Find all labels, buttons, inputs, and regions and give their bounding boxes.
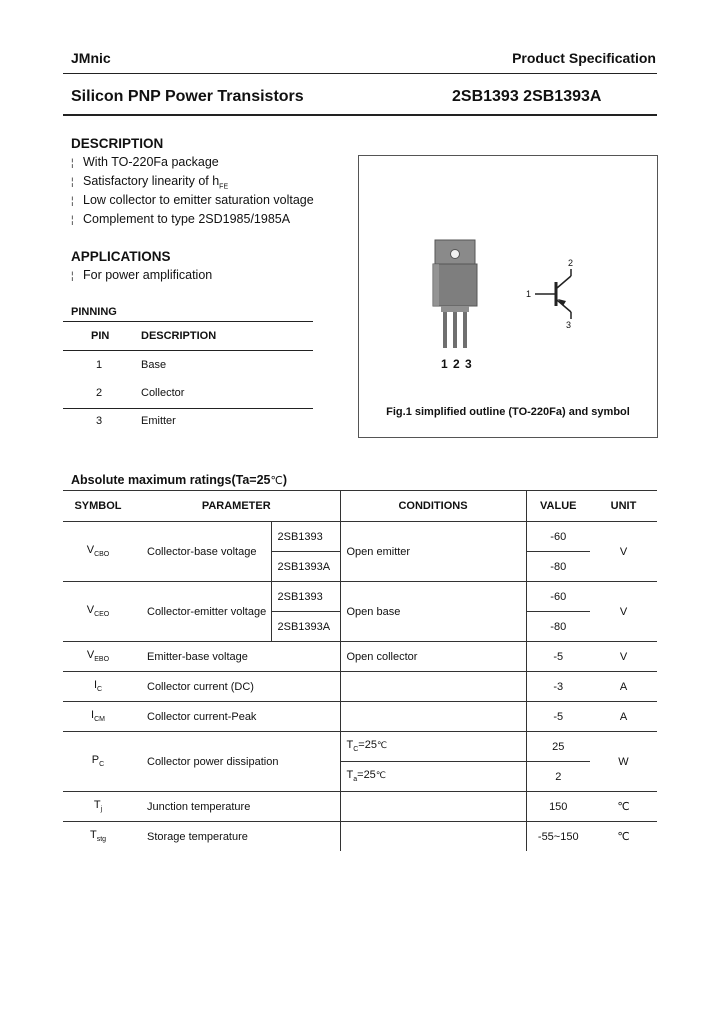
pinning-rule-top bbox=[63, 321, 313, 322]
unit-tstg: ℃ bbox=[617, 831, 630, 843]
table-row bbox=[63, 642, 657, 672]
val-vceo-2: -80 bbox=[526, 612, 590, 642]
product-title: Silicon PNP Power Transistors bbox=[71, 88, 304, 105]
table-row bbox=[63, 732, 657, 762]
val-tstg: -55~150 bbox=[526, 822, 590, 852]
cond-pc-2: $T_a=25℃$ bbox=[340, 762, 526, 792]
param-ic: Collector current (DC) bbox=[133, 672, 340, 702]
cond-vebo: Open collector bbox=[340, 642, 526, 672]
val-vcbo-2: -80 bbox=[526, 552, 590, 582]
symbol-pin-3: 3 bbox=[566, 320, 572, 330]
pnp-transistor-symbol bbox=[535, 269, 571, 319]
unit-icm: A bbox=[590, 702, 657, 732]
param-pc: Collector power dissipation bbox=[133, 732, 340, 792]
symbol-tstg: $T_{stg}$ bbox=[89, 829, 107, 844]
lead-2 bbox=[453, 306, 457, 348]
pinning-rule-head bbox=[63, 350, 313, 351]
package-body bbox=[433, 264, 477, 306]
pin-number: 3 bbox=[96, 415, 103, 427]
param-vebo: Emitter-base voltage bbox=[133, 642, 340, 672]
param-tj: Junction temperature bbox=[133, 792, 340, 822]
param-vceo: Collector-emitter voltage bbox=[133, 582, 271, 642]
val-icm: -5 bbox=[526, 702, 590, 732]
table-row bbox=[63, 822, 657, 852]
cond-ic bbox=[340, 672, 526, 702]
to220fa-package-drawing bbox=[359, 156, 657, 437]
pin-number: 1 bbox=[96, 359, 103, 371]
absolute-maximum-ratings-table bbox=[63, 490, 657, 851]
lead-1 bbox=[443, 306, 447, 348]
symbol-icm: $I_{CM}$ bbox=[63, 702, 133, 732]
pin-description: Collector bbox=[141, 387, 185, 399]
mounting-hole bbox=[451, 250, 460, 259]
pin-description: Emitter bbox=[141, 415, 176, 427]
table-row bbox=[63, 792, 657, 822]
col-unit: UNIT bbox=[590, 491, 657, 522]
unit-vebo: V bbox=[590, 642, 657, 672]
val-vcbo-1: -60 bbox=[526, 522, 590, 552]
part-vceo-2: 2SB1393A bbox=[271, 612, 340, 642]
description-item: ¦ Satisfactory linearity of $h_{FE}$ bbox=[71, 174, 229, 191]
unit-tj: ℃ bbox=[590, 792, 657, 822]
lead-3 bbox=[463, 306, 467, 348]
symbol-tj: $T_j$ bbox=[63, 792, 133, 822]
symbol-pin-1: 1 bbox=[526, 289, 532, 299]
applications-heading: APPLICATIONS bbox=[71, 249, 171, 264]
symbol-vceo: $V_{CEO}$ bbox=[63, 582, 133, 642]
cond-tstg bbox=[340, 822, 526, 852]
company-name: JMnic bbox=[71, 50, 111, 66]
table-row bbox=[63, 702, 657, 732]
unit-vceo: V bbox=[590, 582, 657, 642]
applications-item: ¦ For power amplification bbox=[71, 268, 213, 282]
cond-pc-1: $T_C=25℃$ bbox=[340, 732, 526, 762]
col-symbol: SYMBOL bbox=[63, 491, 133, 522]
cond-vceo: Open base bbox=[340, 582, 526, 642]
pinning-col-desc: DESCRIPTION bbox=[141, 330, 217, 342]
param-tstg: Storage temperature bbox=[147, 830, 248, 843]
symbol-pc: $P_C$ bbox=[63, 732, 133, 792]
description-item: ¦ Complement to type 2SD1985/1985A bbox=[71, 212, 291, 226]
pinning-col-pin: PIN bbox=[91, 330, 110, 342]
val-tj: 150 bbox=[526, 792, 590, 822]
package-pin-labels: 1 2 3 bbox=[441, 357, 473, 371]
part-vcbo-2: 2SB1393A bbox=[271, 552, 340, 582]
symbol-ic: $I_C$ bbox=[63, 672, 133, 702]
description-heading: DESCRIPTION bbox=[71, 136, 164, 151]
val-pc-1: 25 bbox=[526, 732, 590, 762]
table-row bbox=[63, 522, 657, 552]
unit-vcbo: V bbox=[590, 522, 657, 582]
description-item: ¦ With TO-220Fa package bbox=[71, 155, 219, 169]
symbol-pin-2: 2 bbox=[568, 258, 574, 268]
symbol-vebo: $V_{EBO}$ bbox=[63, 642, 133, 672]
description-item: ¦ Low collector to emitter saturation voltage bbox=[71, 193, 314, 207]
pinning-heading: PINNING bbox=[71, 306, 117, 318]
part-numbers: 2SB1393 2SB1393A bbox=[452, 88, 602, 105]
table-row bbox=[63, 582, 657, 612]
pin-description: Base bbox=[141, 359, 167, 371]
part-vceo-1: 2SB1393 bbox=[271, 582, 340, 612]
param-vcbo: Collector-base voltage bbox=[133, 522, 271, 582]
figure-box bbox=[358, 155, 658, 438]
col-conditions: CONDITIONS bbox=[340, 491, 526, 522]
doc-type: Product Specification bbox=[512, 50, 656, 66]
header-rule bbox=[63, 73, 657, 74]
val-vebo: -5 bbox=[526, 642, 590, 672]
ratings-heading: Absolute maximum ratings(Ta=25℃) bbox=[71, 473, 288, 487]
title-rule bbox=[63, 114, 657, 116]
symbol-vcbo: $V_{CBO}$ bbox=[63, 522, 133, 582]
unit-ic: A bbox=[590, 672, 657, 702]
figure-caption: Fig.1 simplified outline (TO-220Fa) and symbol bbox=[386, 406, 630, 418]
pinning-rule-row bbox=[63, 408, 313, 409]
unit-pc: W bbox=[590, 732, 657, 792]
cond-tj bbox=[340, 792, 526, 822]
val-vceo-1: -60 bbox=[526, 582, 590, 612]
val-ic: -3 bbox=[526, 672, 590, 702]
param-icm: Collector current-Peak bbox=[133, 702, 340, 732]
col-value: VALUE bbox=[526, 491, 590, 522]
part-vcbo-1: 2SB1393 bbox=[271, 522, 340, 552]
pin-number: 2 bbox=[96, 387, 103, 399]
cond-icm bbox=[340, 702, 526, 732]
table-row bbox=[63, 672, 657, 702]
col-parameter: PARAMETER bbox=[133, 491, 340, 522]
cond-vcbo: Open emitter bbox=[340, 522, 526, 582]
val-pc-2: 2 bbox=[526, 762, 590, 792]
